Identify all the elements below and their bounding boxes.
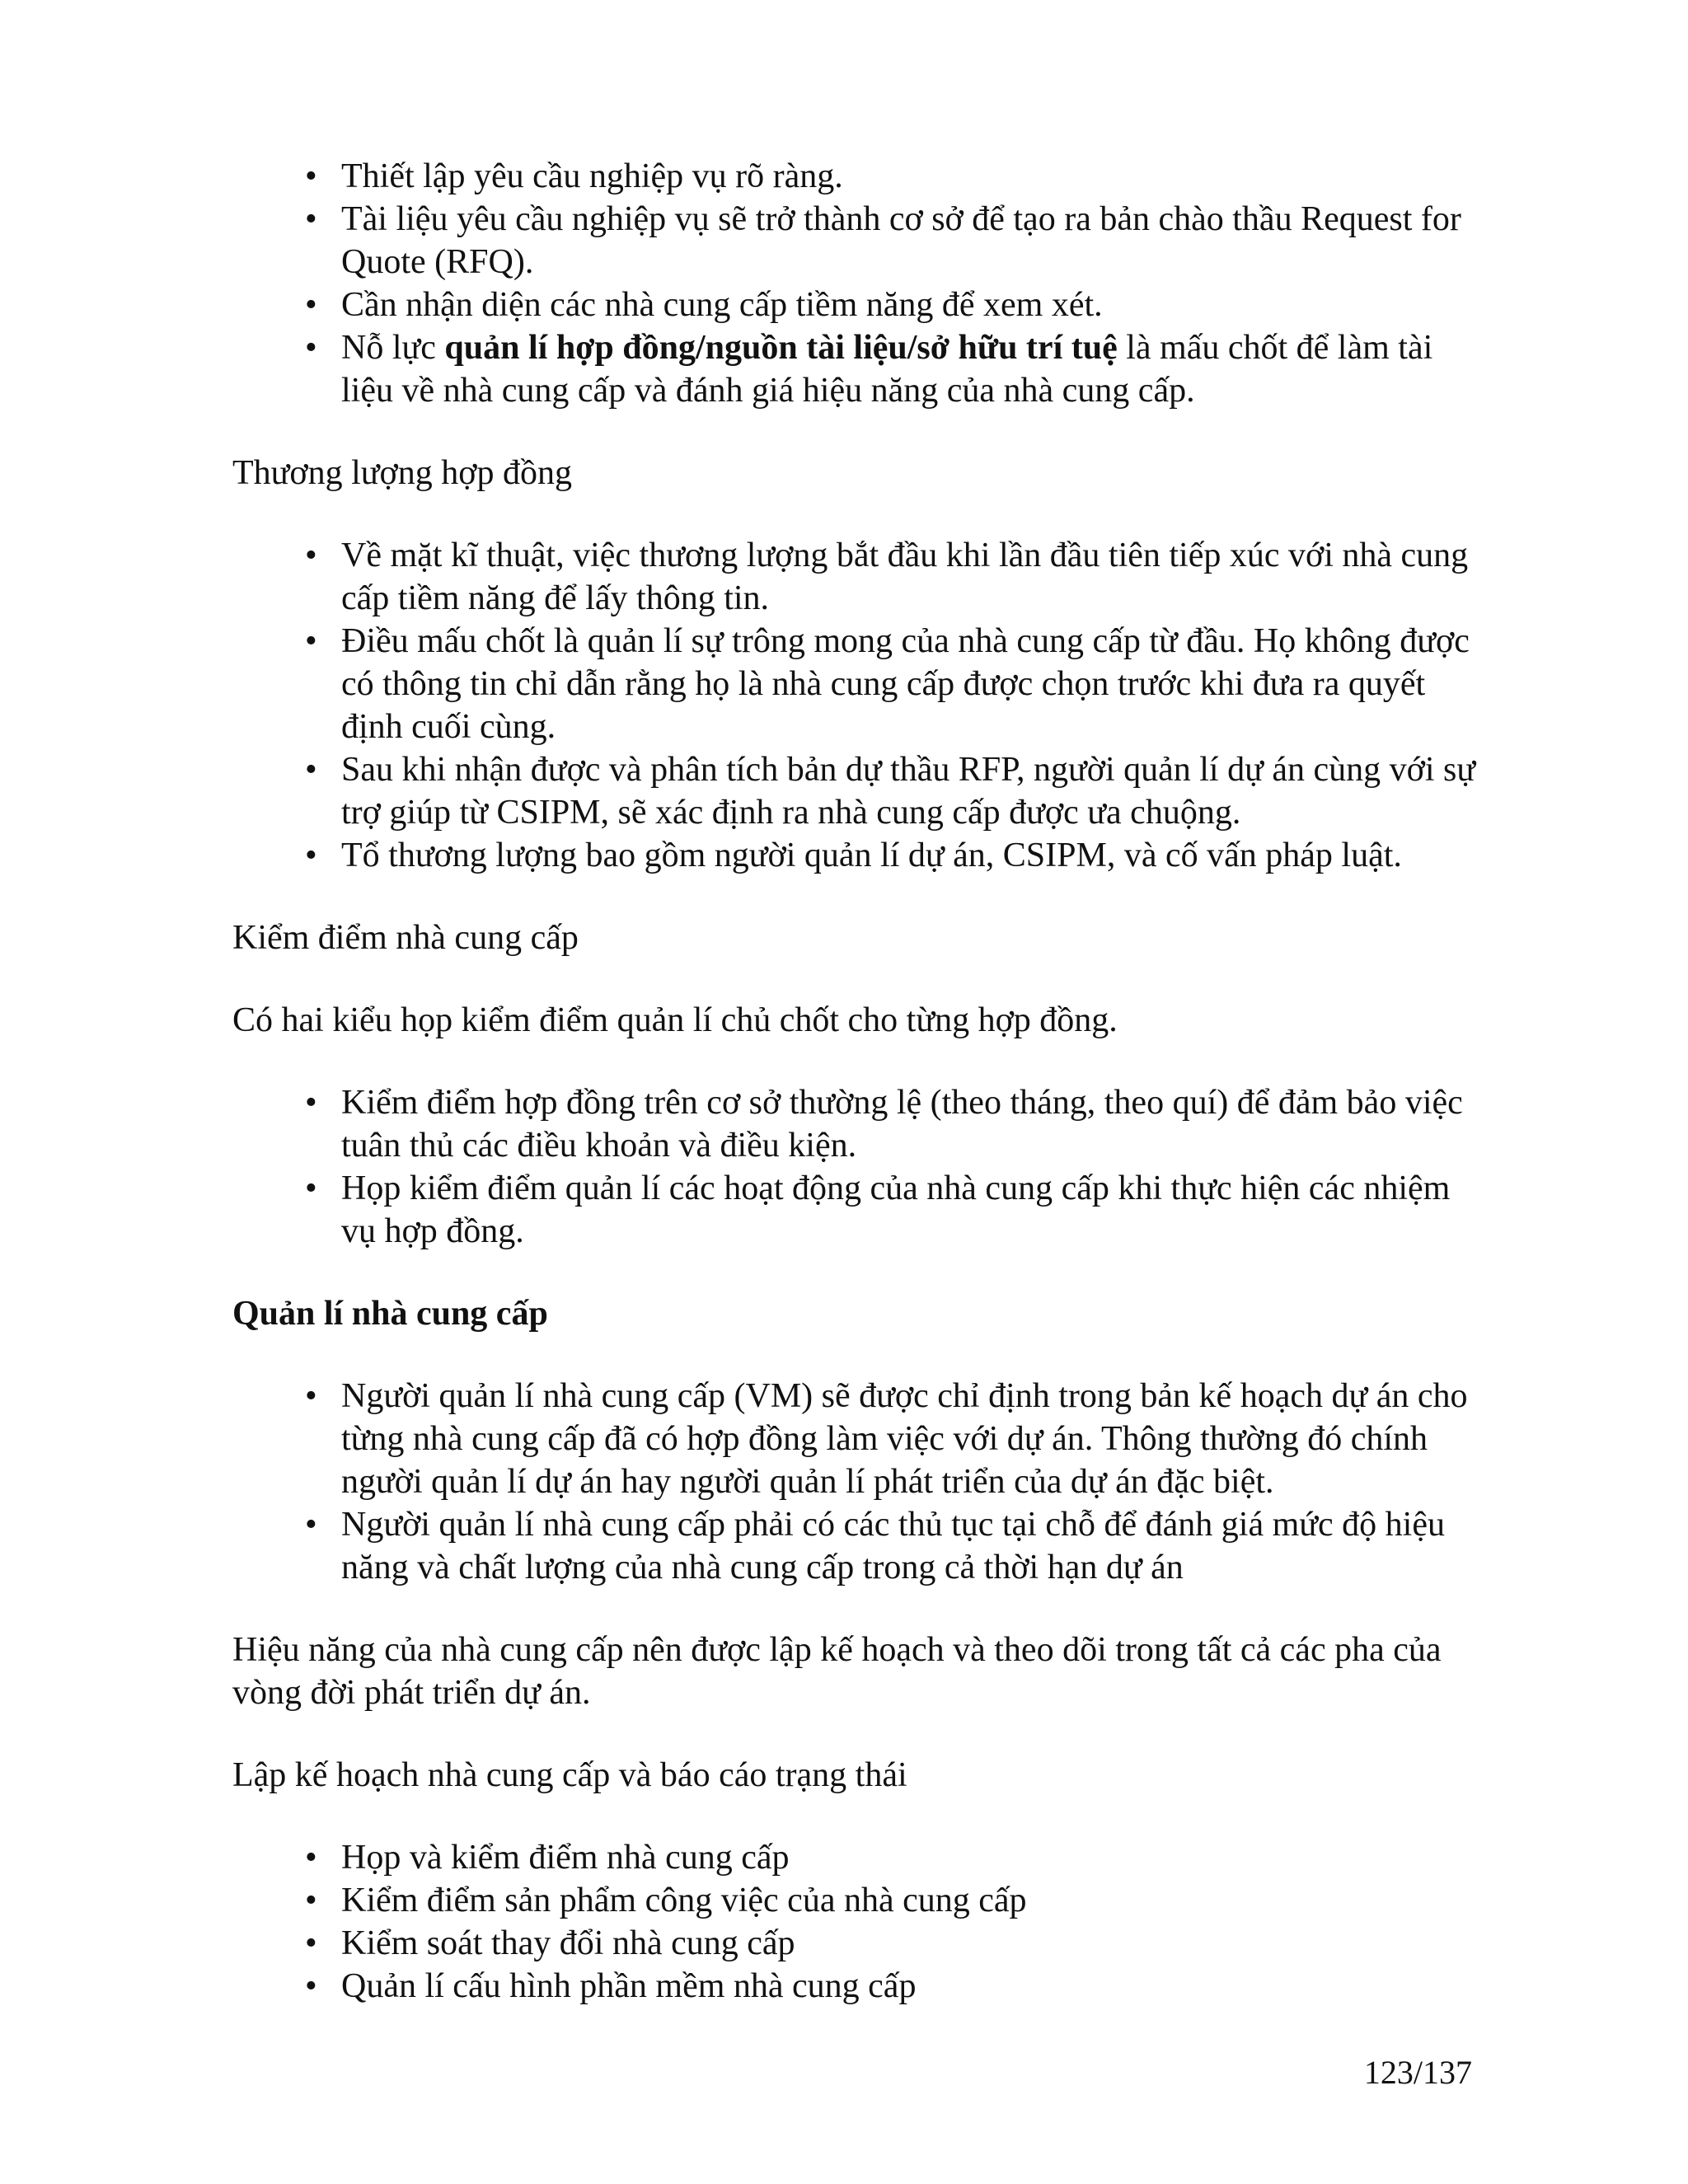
page-number: 123/137 <box>1363 2054 1472 2091</box>
list-item: • Họp và kiểm điểm nhà cung cấp <box>341 1836 1485 1879</box>
negotiation-list <box>232 534 1485 877</box>
list-item: • Thiết lập yêu cầu nghiệp vụ rõ ràng. <box>341 155 1485 198</box>
list-item: • Quản lí cấu hình phần mềm nhà cung cấp <box>341 1965 1485 2008</box>
list-item: • Tài liệu yêu cầu nghiệp vụ sẽ trở thành cơ sở để tạo ra bản chào thầu Request for Quote (RFQ). <box>341 198 1485 284</box>
list-item: • Họp kiểm điểm quản lí các hoạt động của nhà cung cấp khi thực hiện các nhiệm vụ hợp đồng. <box>341 1167 1485 1253</box>
list-item: • Kiểm điểm hợp đồng trên cơ sở thường lệ (theo tháng, theo quí) để đảm bảo việc tuân thủ các điều khoản và điều kiện. <box>341 1081 1485 1167</box>
list-item: • Sau khi nhận được và phân tích bản dự thầu RFP, người quản lí dự án cùng với sự trợ giúp từ CSIPM, sẽ xác định ra nhà cung cấp được ưa chuộng. <box>341 748 1485 834</box>
document-page <box>232 155 1485 2008</box>
list-item: • Về mặt kĩ thuật, việc thương lượng bắt đầu khi lần đầu tiên tiếp xúc với nhà cung cấp tiềm năng để lấy thông tin. <box>341 534 1485 620</box>
list-item-text-end: là mấu chốt để làm tài liệu về nhà cung cấp và đánh giá hiệu năng của nhà cung cấp. <box>341 329 1433 410</box>
review-intro-paragraph: Có hai kiểu họp kiểm điểm quản lí chủ chốt cho từng hợp đồng. <box>232 1001 1118 1039</box>
list-item: • Kiểm điểm sản phẩm công việc của nhà cung cấp <box>341 1879 1485 1922</box>
list-item: • Người quản lí nhà cung cấp phải có các thủ tục tại chỗ để đánh giá mức độ hiệu năng và chất lượng của nhà cung cấp trong cả thời hạn dự án <box>341 1503 1485 1589</box>
performance-paragraph: Hiệu năng của nhà cung cấp nên được lập kế hoạch và theo dõi trong tất cả các pha của vòng đời phát triển dự án. <box>232 1631 1442 1712</box>
vendor-management-list <box>232 1375 1485 1589</box>
section-heading-negotiation: Thương lượng hợp đồng <box>232 454 572 492</box>
list-item <box>341 326 1485 412</box>
section-heading-review: Kiểm điểm nhà cung cấp <box>232 919 579 957</box>
list-item: • Người quản lí nhà cung cấp (VM) sẽ được chỉ định trong bản kế hoạch dự án cho từng nhà cung cấp đã có hợp đồng làm việc với dự án. Thông thường đó chính người quản lí dự án hay người quản lí phát triển của dự án đặc biệt. <box>341 1375 1485 1503</box>
list-item-bold-term: quản lí hợp đồng/nguồn tài liệu/sở hữu trí tuệ <box>444 329 1118 367</box>
list-item: • Tổ thương lượng bao gồm người quản lí dự án, CSIPM, và cố vấn pháp luật. <box>341 834 1485 877</box>
section-heading-vendor-management: Quản lí nhà cung cấp <box>232 1295 548 1333</box>
section-heading-planning: Lập kế hoạch nhà cung cấp và báo cáo trạng thái <box>232 1756 907 1794</box>
planning-list <box>232 1836 1485 2008</box>
review-list <box>232 1081 1485 1253</box>
list-item: • Cần nhận diện các nhà cung cấp tiềm năng để xem xét. <box>341 284 1485 326</box>
list-item-text-start: Nỗ lực <box>341 329 445 367</box>
list-item: • Kiểm soát thay đổi nhà cung cấp <box>341 1922 1485 1965</box>
list-item: • Điều mấu chốt là quản lí sự trông mong của nhà cung cấp từ đầu. Họ không được có thông tin chỉ dẫn rằng họ là nhà cung cấp được chọn trước khi đưa ra quyết định cuối cùng. <box>341 620 1485 748</box>
requirements-list <box>232 155 1485 412</box>
